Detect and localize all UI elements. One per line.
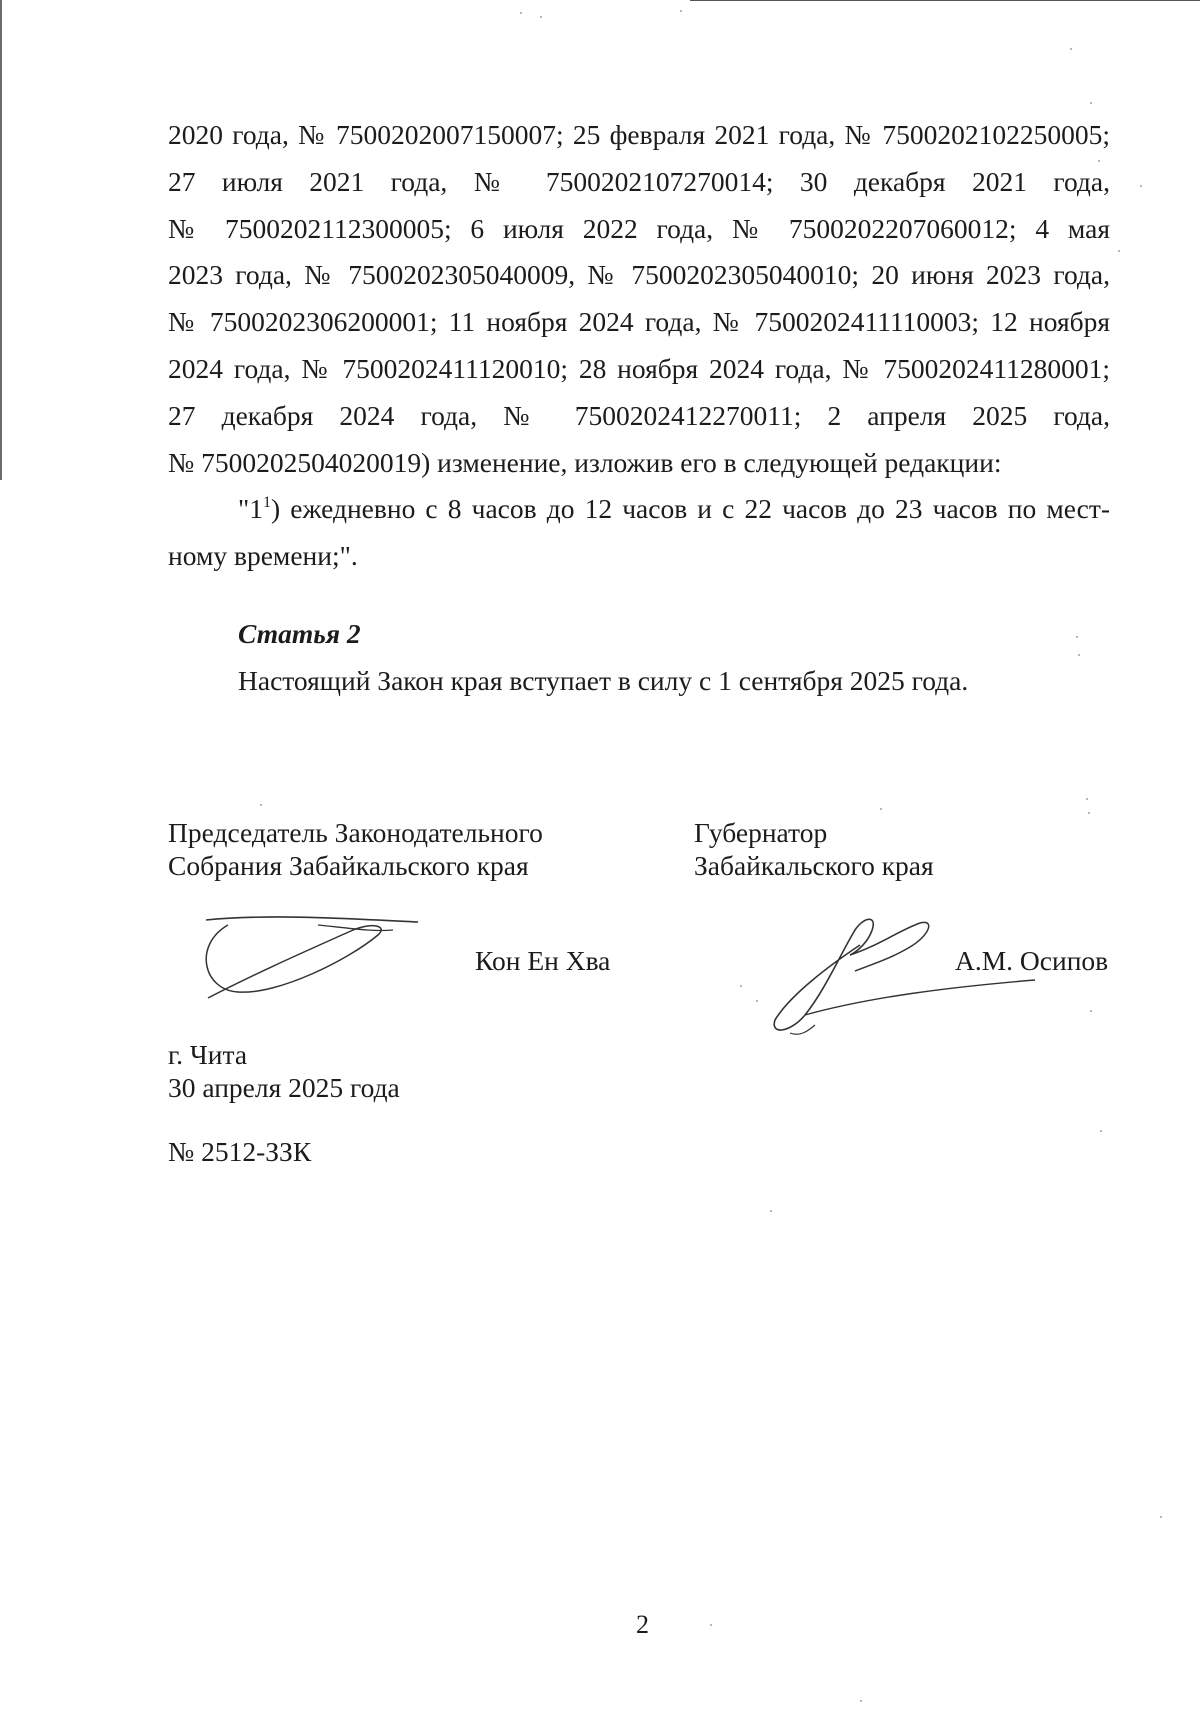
scan-speck	[520, 12, 522, 14]
scan-speck	[680, 10, 682, 12]
scan-top-line-artifact	[690, 0, 1200, 1]
body-line: № 7500202504020019) изменение, изложив его в следующей редакции:	[168, 446, 1002, 478]
quoted-amendment-line	[168, 486, 1110, 533]
chairman-title	[168, 816, 543, 882]
body-line: 2020 года, № 7500202007150007; 25 февраля 2021 года, № 7500202102250005;	[168, 119, 1110, 150]
body-line: № 7500202112300005; 6 июля 2022 года, № 7500202207060012; 4 мая	[168, 212, 1110, 244]
body-line: 27 декабря 2024 года, № 7500202412270011; 2 апреля 2025 года,	[168, 399, 1110, 431]
article-heading: Статья 2	[238, 618, 361, 649]
scan-speck	[1088, 812, 1090, 814]
quote-superscript: 1	[262, 494, 271, 512]
scan-edge-artifact	[0, 0, 2, 480]
signing-date: 30 апреля 2025 года	[168, 1072, 400, 1103]
body-line: 2024 года, № 7500202411120010; 28 ноября 2024 года, № 7500202411280001;	[168, 352, 1110, 384]
signing-city: г. Чита	[168, 1039, 248, 1070]
scan-speck	[1086, 798, 1088, 800]
scan-speck	[770, 1210, 772, 1212]
scan-speck	[710, 1624, 712, 1626]
body-line: № 7500202306200001; 11 ноября 2024 года, № 7500202411110003; 12 ноября	[168, 306, 1110, 338]
scan-speck	[1078, 654, 1080, 656]
quote-prefix: "1	[238, 493, 263, 525]
governor-title-line: Губернатор	[694, 817, 828, 848]
scan-speck	[1160, 1516, 1162, 1518]
scan-speck	[740, 985, 742, 987]
chairman-name: Кон Ен Хва	[475, 945, 611, 976]
scan-speck	[1140, 185, 1142, 187]
scan-speck	[1100, 1130, 1102, 1132]
law-number: № 2512-ЗЗК	[168, 1136, 312, 1167]
chairman-signature	[198, 900, 428, 1010]
governor-title	[694, 816, 934, 882]
scan-speck	[860, 1700, 862, 1702]
quoted-amendment-line: ному времени;".	[168, 540, 358, 572]
scan-speck	[1076, 636, 1078, 638]
scan-speck	[1090, 102, 1092, 104]
scan-speck	[880, 808, 882, 810]
governor-name: А.М. Осипов	[955, 945, 1109, 976]
chairman-title-line: Собрания Забайкальского края	[168, 850, 529, 881]
scan-speck	[1118, 250, 1120, 252]
quote-text: ) ежедневно с 8 часов до 12 часов и с 22 часов до 23 часов по мест-	[270, 493, 1110, 525]
body-line: 2023 года, № 7500202305040009, № 7500202305040010; 20 июня 2023 года,	[168, 259, 1110, 291]
body-line: 27 июля 2021 года, № 7500202107270014; 30 декабря 2021 года,	[168, 165, 1110, 197]
page-number: 2	[636, 1610, 649, 1639]
signing-place-date	[168, 1038, 400, 1104]
law-body-paragraph	[168, 112, 1110, 580]
governor-title-line: Забайкальского края	[694, 850, 934, 881]
chairman-title-line: Председатель Законодательного	[168, 817, 543, 848]
scan-speck	[1070, 48, 1072, 50]
article-text: Настоящий Закон края вступает в силу с 1 сентября 2025 года.	[238, 665, 969, 696]
scan-speck	[260, 804, 262, 806]
scan-speck	[540, 16, 542, 18]
scan-speck	[756, 1000, 758, 1002]
scan-speck	[1090, 1010, 1092, 1012]
